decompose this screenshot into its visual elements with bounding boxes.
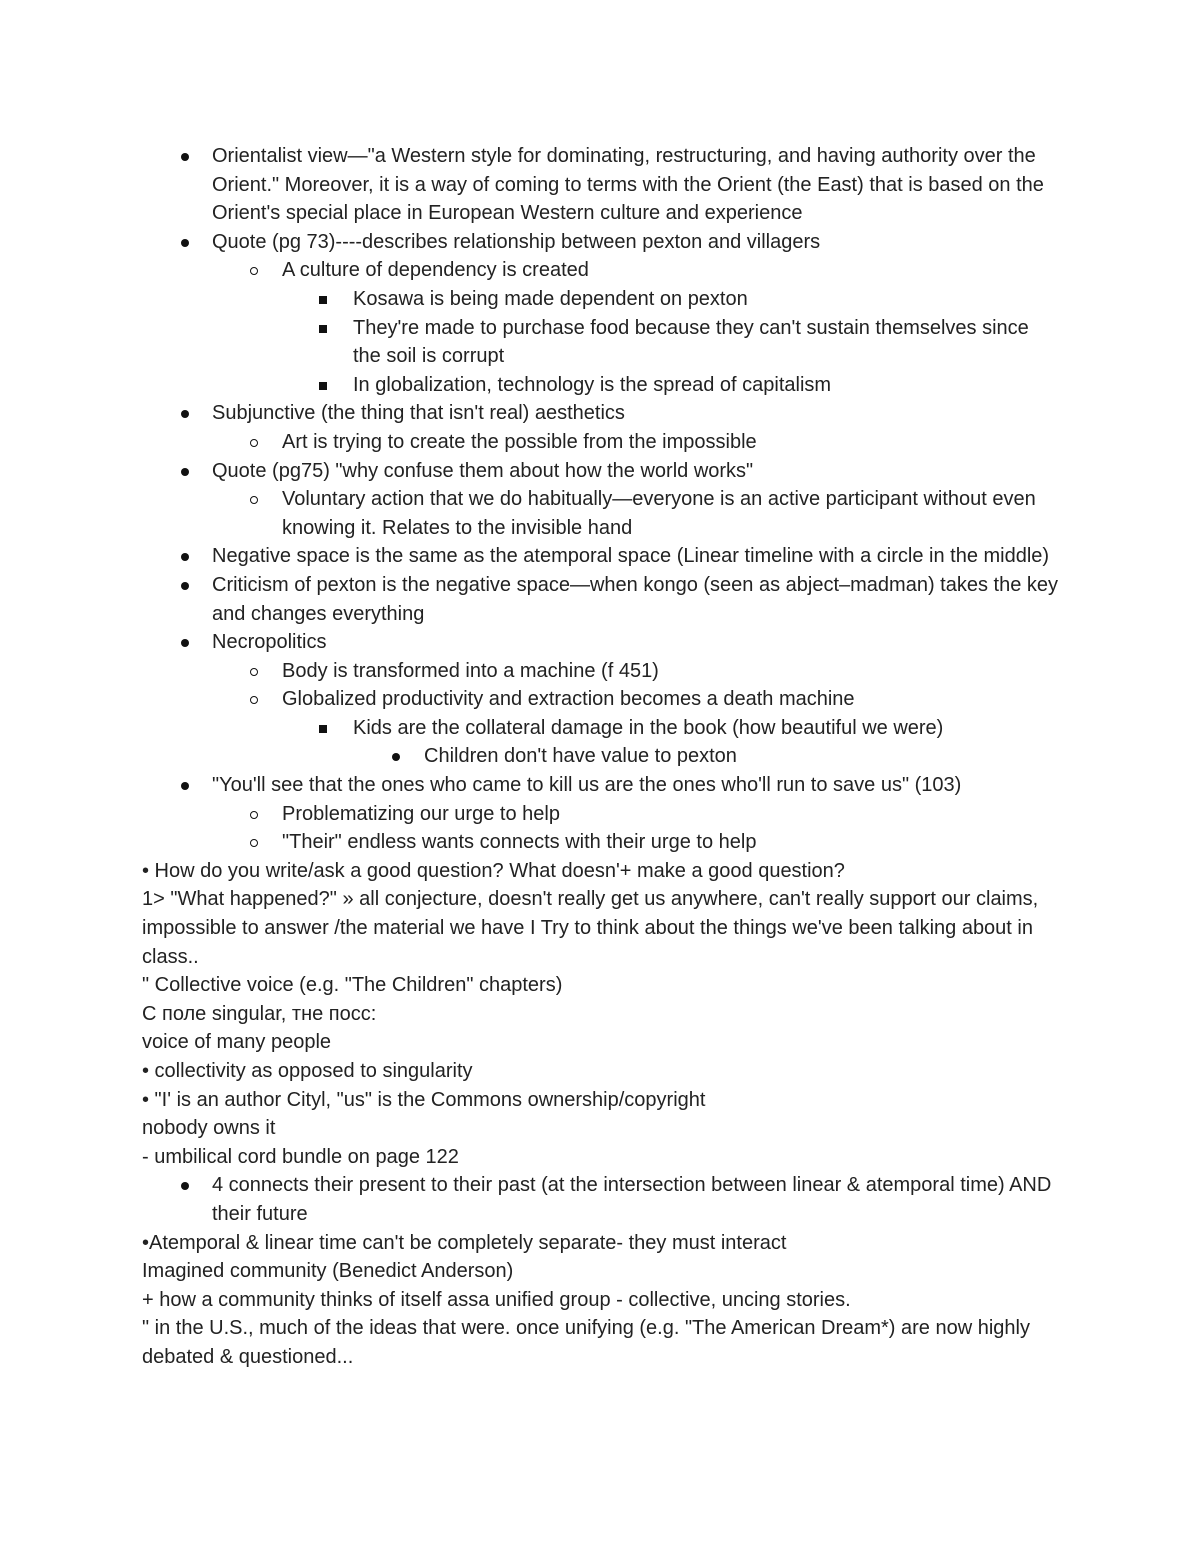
bullet-dot: [181, 153, 189, 161]
note-paragraph: [142, 1143, 1062, 1172]
note-text: Voluntary action that we do habitually—everyone is an active participant without even knowing it. Relates to the invisible hand: [282, 488, 1036, 539]
list-item: [142, 371, 1062, 400]
note-text: Negative space is the same as the atemporal space (Linear timeline with a circle in the middle): [212, 545, 1050, 568]
note-text: "You'll see that the ones who came to kill us are the ones who'll run to save us" (103): [212, 774, 962, 797]
note-text: In globalization, technology is the spread of capitalism: [353, 373, 832, 396]
bullet-dot: [181, 639, 189, 647]
bullet-circle: [250, 496, 258, 504]
note-text: Kids are the collateral damage in the book (how beautiful we were): [353, 716, 944, 739]
note-text: С поле singular, тне посс:: [142, 1002, 377, 1025]
note-text: • How do you write/ask a good question? What doesn'+ make a good question?: [142, 859, 845, 882]
bullet-dot: [392, 753, 400, 761]
note-text: Globalized productivity and extraction becomes a death machine: [282, 688, 855, 711]
note-text: Art is trying to create the possible from the impossible: [282, 430, 757, 453]
list-item: [142, 457, 1062, 486]
note-text: 4 connects their present to their past (at the intersection between linear & atemporal time) AND their future: [212, 1174, 1052, 1225]
bullet-circle: [250, 696, 258, 704]
bullet-dot: [181, 782, 189, 790]
note-text: Quote (pg 73)----describes relationship between pexton and villagers: [212, 230, 821, 253]
note-paragraph: [142, 1086, 1062, 1115]
bullet-dot: [181, 553, 189, 561]
list-item: [142, 657, 1062, 686]
note-text: - umbilical cord bundle on page 122: [142, 1145, 459, 1168]
note-text: • "I' is an author Cityl, "us" is the Commons ownership/copyright: [142, 1088, 706, 1111]
bullet-square: [319, 325, 327, 333]
note-text: nobody owns it: [142, 1117, 276, 1140]
list-item: [142, 228, 1062, 257]
bullet-dot: [181, 410, 189, 418]
note-text: " Collective voice (e.g. "The Children" chapters): [142, 974, 563, 997]
note-text: + how a community thinks of itself assa unified group - collective, uncing stories.: [142, 1288, 851, 1311]
bullet-circle: [250, 668, 258, 676]
note-text: Imagined community (Benedict Anderson): [142, 1260, 514, 1283]
note-paragraph: [142, 857, 1062, 886]
note-text: Orientalist view—"a Western style for dominating, restructuring, and having authority over the Orient." Moreover, it is a way of coming to terms with the Orient (the East) that is based on the Orient's special place in European Western culture and experience: [212, 145, 1044, 225]
note-text: A culture of dependency is created: [282, 259, 589, 282]
bullet-dot: [181, 468, 189, 476]
list-item: [142, 714, 1062, 743]
bullet-dot: [181, 1182, 189, 1190]
note-text: Children don't have value to pexton: [424, 745, 737, 768]
note-text: Body is transformed into a machine (f 451): [282, 659, 659, 682]
note-paragraph: [142, 1028, 1062, 1057]
note-paragraph: [142, 1229, 1062, 1258]
note-text: Problematizing our urge to help: [282, 802, 560, 825]
bullet-dot: [181, 239, 189, 247]
note-paragraph: [142, 1057, 1062, 1086]
bullet-square: [319, 725, 327, 733]
list-item: [142, 571, 1062, 628]
bullet-circle: [250, 839, 258, 847]
list-item: [142, 800, 1062, 829]
list-item: [142, 285, 1062, 314]
note-paragraph: [142, 1114, 1062, 1143]
list-item: [142, 428, 1062, 457]
note-text: • collectivity as opposed to singularity: [142, 1060, 473, 1082]
bullet-square: [319, 296, 327, 304]
note-paragraph: [142, 1286, 1062, 1315]
note-text: Quote (pg75) "why confuse them about how the world works": [212, 459, 754, 482]
note-paragraph: [142, 971, 1062, 1000]
list-item: [142, 542, 1062, 571]
note-text: They're made to purchase food because they can't sustain themselves since the soil is corrupt: [353, 316, 1029, 368]
note-text: Necropolitics: [212, 631, 327, 654]
list-item: [142, 828, 1062, 857]
note-text: Kosawa is being made dependent on pexton: [353, 287, 748, 310]
list-item: [142, 256, 1062, 285]
note-paragraph: [142, 885, 1062, 971]
note-text: " in the U.S., much of the ideas that were. once unifying (e.g. "The American Dream*) are now highly debated & questioned...: [142, 1317, 1030, 1368]
bullet-square: [319, 382, 327, 390]
list-item: [142, 628, 1062, 657]
note-text: 1> "What happened?" » all conjecture, doesn't really get us anywhere, can't really support our claims, impossible to answer /the material we have I Try to think about the things we've been talking about in class..: [142, 888, 1039, 968]
note-text: voice of many people: [142, 1031, 332, 1054]
list-item: [142, 771, 1062, 800]
list-item: [142, 685, 1062, 714]
list-item: [142, 399, 1062, 428]
bullet-circle: [250, 439, 258, 447]
bullet-circle: [250, 267, 258, 275]
note-text: Criticism of pexton is the negative space—when kongo (seen as abject–madman) takes the key and changes everything: [212, 573, 1058, 625]
list-item: [142, 314, 1062, 371]
bullet-circle: [250, 811, 258, 819]
bullet-dot: [181, 582, 189, 590]
note-paragraph: [142, 1000, 1062, 1029]
note-paragraph: [142, 1257, 1062, 1286]
note-text: •Atemporal & linear time can't be completely separate- they must interact: [142, 1231, 787, 1254]
list-item: [142, 142, 1062, 228]
list-item: [142, 1171, 1062, 1228]
note-text: Subjunctive (the thing that isn't real) aesthetics: [212, 402, 625, 425]
note-text: "Their" endless wants connects with their urge to help: [282, 831, 757, 854]
list-item: [142, 485, 1062, 542]
notes-body: [142, 142, 1062, 1372]
list-item: [142, 742, 1062, 771]
note-paragraph: [142, 1314, 1062, 1371]
